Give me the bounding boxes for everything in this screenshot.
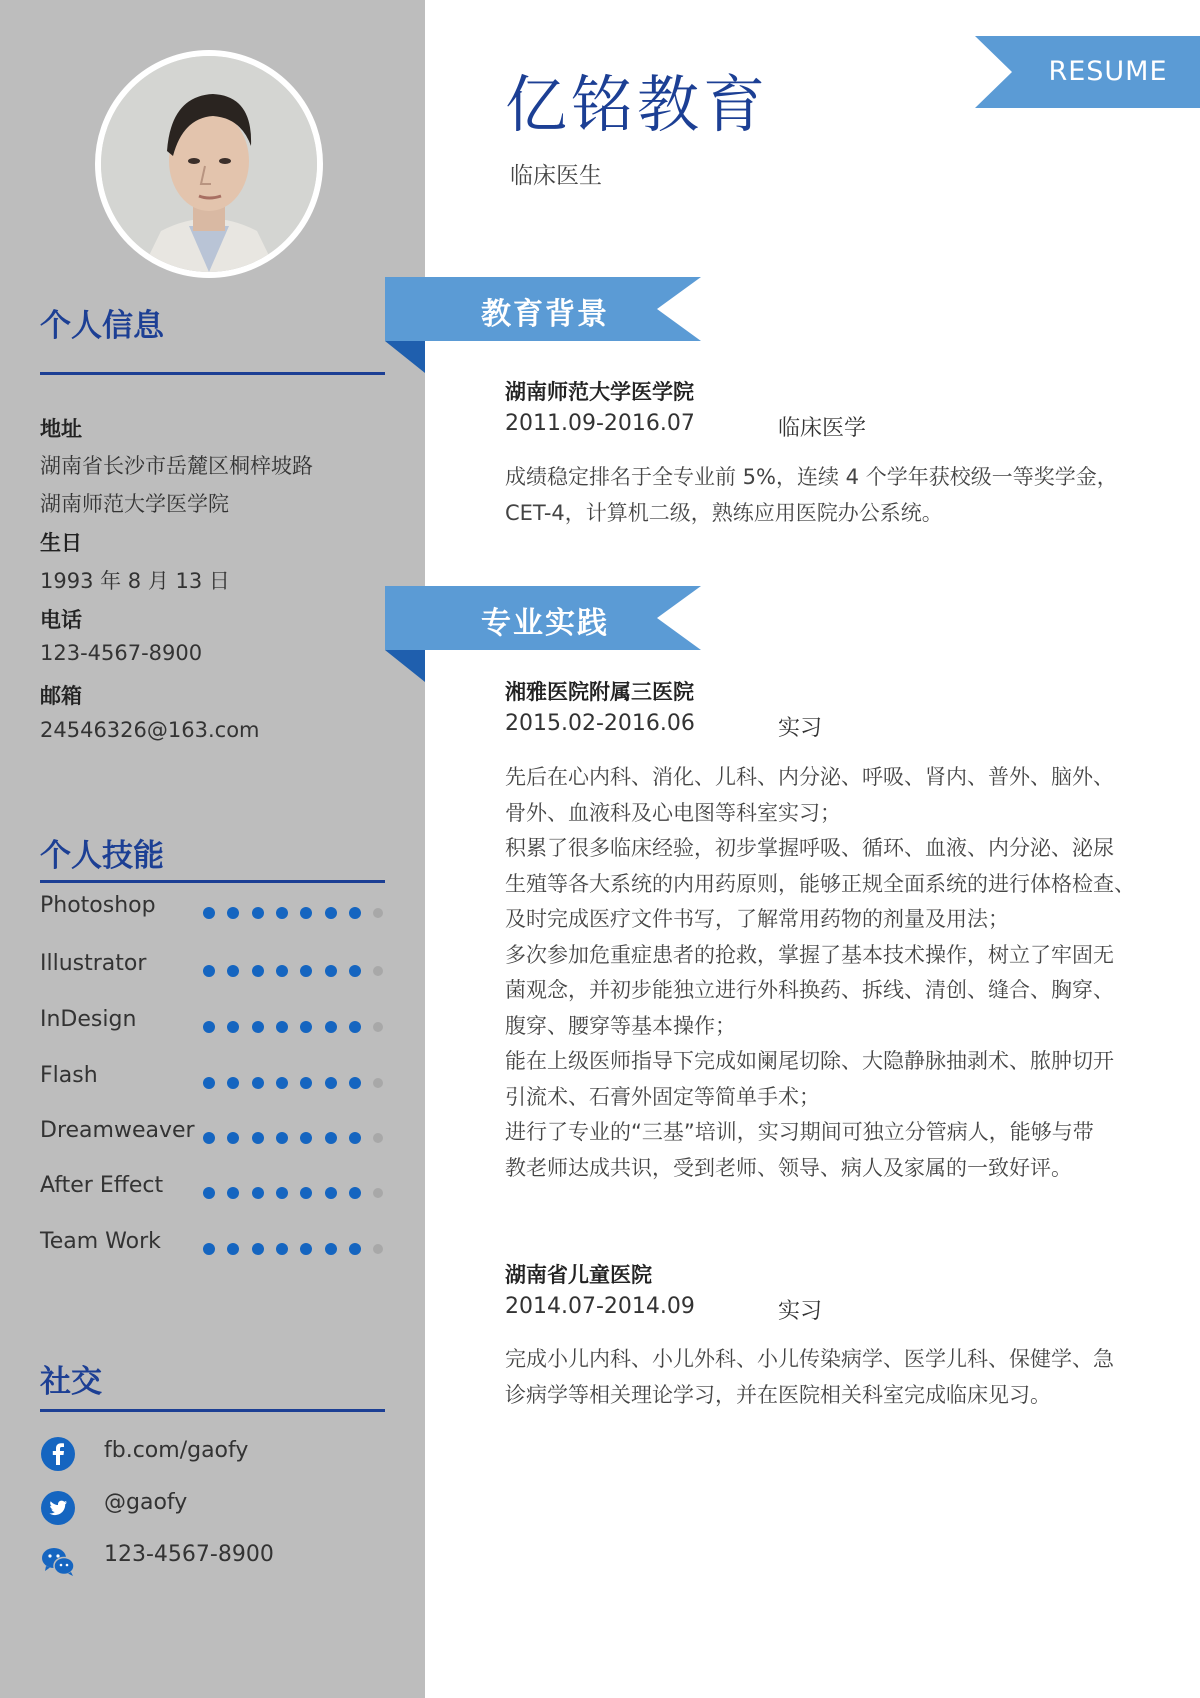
rating-dot-filled <box>300 1243 312 1255</box>
resume-tag <box>975 36 1200 108</box>
page-title: 亿铭教育 <box>505 68 770 141</box>
twitter-icon <box>40 1490 76 1526</box>
rating-dot-filled <box>203 1187 215 1199</box>
education-heading: 教育背景 <box>481 297 609 332</box>
practice-ribbon-fold <box>385 650 425 682</box>
description-line: CET-4，计算机二级，熟练应用医院办公系统。 <box>505 500 943 525</box>
description-line: 引流术、石膏外固定等简单手术； <box>505 1084 820 1109</box>
job-title: 临床医生 <box>510 163 602 189</box>
skill-name: Photoshop <box>40 893 156 918</box>
rating-dot-filled <box>349 1132 361 1144</box>
rating-dot-filled <box>203 1132 215 1144</box>
rating-dot-filled <box>276 1187 288 1199</box>
practice-description-2 <box>505 1342 1170 1413</box>
practice-banner <box>385 586 701 682</box>
practice-role-2: 实习 <box>778 1299 823 1324</box>
rating-dot-filled <box>252 1132 264 1144</box>
skill-rating <box>203 1077 385 1091</box>
practice-period-2: 2014.07-2014.09 <box>505 1294 695 1319</box>
email-label: 邮箱 <box>40 684 82 708</box>
facebook-link[interactable]: fb.com/gaofy <box>104 1438 249 1463</box>
rating-dot-filled <box>349 1021 361 1033</box>
skill-name: Illustrator <box>40 951 147 976</box>
rating-dot-filled <box>276 1077 288 1089</box>
phone-value: 123-4567-8900 <box>40 641 203 665</box>
address-line-1: 湖南省长沙市岳麓区桐梓坡路 <box>40 454 313 478</box>
description-line: 积累了很多临床经验，初步掌握呼吸、循环、血液、内分泌、泌尿 <box>505 836 1114 860</box>
personal-info-heading: 个人信息 <box>40 308 164 344</box>
rating-dot-filled <box>227 1077 239 1089</box>
resume-tag-label: RESUME <box>1048 56 1168 87</box>
birthday-value: 1993 年 8 月 13 日 <box>40 569 230 593</box>
social-heading: 社交 <box>40 1364 102 1400</box>
sidebar <box>0 0 425 1698</box>
skill-name: After Effect <box>40 1173 164 1198</box>
rating-dot-filled <box>203 907 215 919</box>
description-line: 教老师达成共识，受到老师、领导、病人及家属的一致好评。 <box>505 1155 1072 1180</box>
rating-dot-empty <box>373 908 383 918</box>
description-line: 能在上级医师指导下完成如阑尾切除、大隐静脉抽剥术、脓肿切开 <box>505 1049 1114 1073</box>
rating-dot-filled <box>276 1021 288 1033</box>
description-line: 诊病学等相关理论学习，并在医院相关科室完成临床见习。 <box>505 1382 1051 1407</box>
description-line: 及时完成医疗文件书写，了解常用药物的剂量及用法； <box>505 907 1009 931</box>
rating-dot-filled <box>252 1243 264 1255</box>
rating-dot-filled <box>276 965 288 977</box>
rating-dot-filled <box>203 965 215 977</box>
social-divider <box>40 1409 385 1412</box>
rating-dot-empty <box>373 1188 383 1198</box>
skill-rating <box>203 1187 385 1201</box>
rating-dot-empty <box>373 1078 383 1088</box>
education-school: 湖南师范大学医学院 <box>505 380 694 404</box>
practice-period-1: 2015.02-2016.06 <box>505 711 695 736</box>
rating-dot-filled <box>227 1021 239 1033</box>
rating-dot-filled <box>325 907 337 919</box>
description-line: 成绩稳定排名于全专业前 5%，连续 4 个学年获校级一等奖学金， <box>505 465 1118 489</box>
education-description <box>505 460 1170 531</box>
description-line: 生殖等各大系统的内用药原则，能够正规全面系统的进行体格检查、 <box>505 871 1135 896</box>
twitter-handle[interactable]: @gaofy <box>104 1490 188 1515</box>
skills-heading: 个人技能 <box>40 838 164 874</box>
email-value: 24546326@163.com <box>40 718 260 742</box>
practice-org-2: 湖南省儿童医院 <box>505 1263 652 1287</box>
rating-dot-empty <box>373 1022 383 1032</box>
skill-rating <box>203 1243 385 1257</box>
rating-dot-filled <box>203 1021 215 1033</box>
rating-dot-filled <box>227 965 239 977</box>
rating-dot-filled <box>300 1021 312 1033</box>
rating-dot-filled <box>203 1077 215 1089</box>
education-period: 2011.09-2016.07 <box>505 411 695 436</box>
rating-dot-filled <box>252 1077 264 1089</box>
skill-rating <box>203 907 385 921</box>
rating-dot-empty <box>373 1133 383 1143</box>
phone-label: 电话 <box>40 608 82 632</box>
rating-dot-filled <box>349 1243 361 1255</box>
education-major: 临床医学 <box>778 416 867 441</box>
education-ribbon-fold <box>385 341 425 373</box>
education-banner <box>385 277 701 373</box>
skill-name: Flash <box>40 1063 98 1088</box>
rating-dot-filled <box>300 1132 312 1144</box>
description-line: 先后在心内科、消化、儿科、内分泌、呼吸、肾内、普外、脑外、 <box>505 765 1114 789</box>
wechat-id[interactable]: 123-4567-8900 <box>104 1542 274 1567</box>
rating-dot-filled <box>349 1077 361 1089</box>
rating-dot-filled <box>325 1187 337 1199</box>
birthday-label: 生日 <box>40 531 82 555</box>
skills-divider <box>40 880 385 883</box>
address-line-2: 湖南师范大学医学院 <box>40 492 229 516</box>
rating-dot-filled <box>252 965 264 977</box>
rating-dot-filled <box>325 1243 337 1255</box>
avatar <box>95 50 323 278</box>
rating-dot-filled <box>252 907 264 919</box>
skill-rating <box>203 1132 385 1146</box>
rating-dot-filled <box>325 1021 337 1033</box>
description-line: 进行了专业的“三基”培训，实习期间可独立分管病人，能够与带 <box>505 1120 1094 1144</box>
description-line: 多次参加危重症患者的抢救，掌握了基本技术操作，树立了牢固无 <box>505 942 1114 967</box>
practice-role-1: 实习 <box>778 716 823 741</box>
rating-dot-filled <box>349 965 361 977</box>
rating-dot-empty <box>373 1244 383 1254</box>
rating-dot-filled <box>203 1243 215 1255</box>
address-label: 地址 <box>40 417 82 441</box>
personal-info-divider <box>40 372 385 375</box>
rating-dot-filled <box>300 965 312 977</box>
skill-name: Team Work <box>40 1229 161 1254</box>
rating-dot-filled <box>252 1021 264 1033</box>
rating-dot-filled <box>252 1187 264 1199</box>
rating-dot-filled <box>349 907 361 919</box>
rating-dot-filled <box>227 907 239 919</box>
rating-dot-filled <box>227 1187 239 1199</box>
skill-name: Dreamweaver <box>40 1118 195 1143</box>
rating-dot-filled <box>227 1132 239 1144</box>
skill-name: InDesign <box>40 1007 137 1032</box>
practice-description-1 <box>505 760 1170 1186</box>
rating-dot-filled <box>227 1243 239 1255</box>
practice-org-1: 湘雅医院附属三医院 <box>505 680 694 704</box>
rating-dot-filled <box>325 1132 337 1144</box>
rating-dot-filled <box>276 1243 288 1255</box>
skill-rating <box>203 1021 385 1035</box>
rating-dot-filled <box>300 907 312 919</box>
description-line: 菌观念，并初步能独立进行外科换药、拆线、清创、缝合、胸穿、 <box>505 978 1114 1002</box>
rating-dot-filled <box>325 965 337 977</box>
rating-dot-filled <box>349 1187 361 1199</box>
rating-dot-filled <box>276 907 288 919</box>
rating-dot-filled <box>276 1132 288 1144</box>
description-line: 完成小儿内科、小儿外科、小儿传染病学、医学儿科、保健学、急 <box>505 1347 1114 1371</box>
rating-dot-filled <box>300 1187 312 1199</box>
wechat-icon <box>40 1543 76 1579</box>
rating-dot-empty <box>373 966 383 976</box>
rating-dot-filled <box>300 1077 312 1089</box>
rating-dot-filled <box>325 1077 337 1089</box>
description-line: 腹穿、腰穿等基本操作； <box>505 1013 736 1038</box>
facebook-icon <box>40 1436 76 1472</box>
skill-rating <box>203 965 385 979</box>
practice-heading: 专业实践 <box>481 606 609 641</box>
description-line: 骨外、血液科及心电图等科室实习； <box>505 800 841 825</box>
